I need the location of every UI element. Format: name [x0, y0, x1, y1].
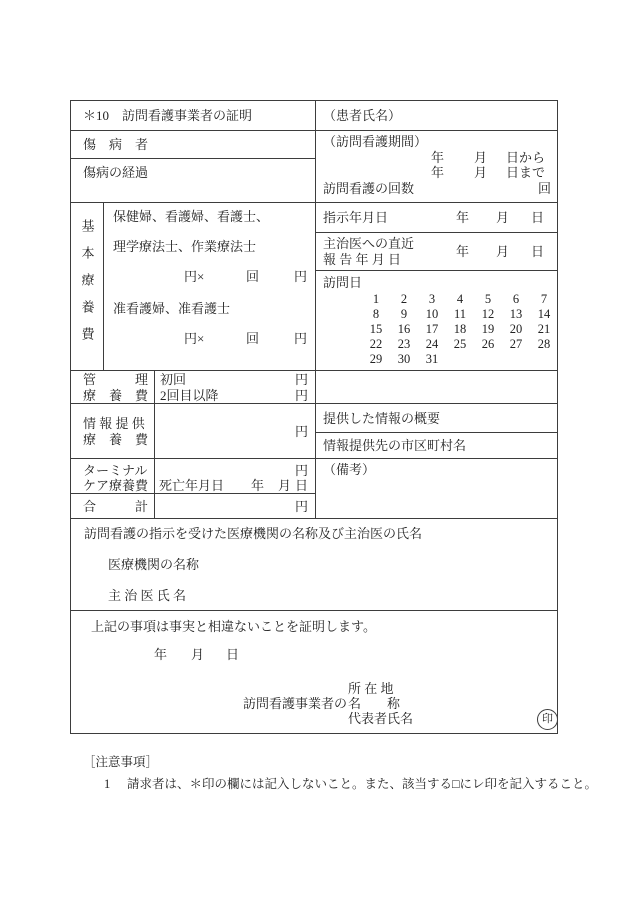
provider-name-label: 名 称 [348, 696, 401, 711]
injured-person-label: 傷 病 者 [83, 137, 149, 152]
fee1-times: 回 [246, 269, 260, 284]
info-fee-yen: 円 [294, 423, 308, 439]
calendar-day: 25 [453, 337, 467, 351]
calendar-day: 14 [537, 307, 551, 321]
death-day: 日 [294, 478, 308, 493]
calendar-day: 10 [425, 307, 439, 321]
patient-name-label: （患者氏名） [323, 108, 402, 123]
provider-address-label: 所 在 地 [348, 681, 394, 696]
period-from-day: 日から [506, 150, 546, 165]
management-first-yen: 円 [294, 372, 308, 387]
visit-days-cell [316, 271, 558, 371]
staff-line-1: 保健婦、看護婦、看護士、 [113, 209, 270, 224]
death-date-label: 死亡年月日 [159, 478, 225, 493]
management-first-label: 初回 [160, 372, 187, 387]
certification-cell [71, 611, 558, 734]
management-fee-content-cell [155, 371, 316, 404]
form-table [70, 100, 558, 734]
calendar-day: 5 [484, 292, 492, 306]
visit-count-label: 訪問看護の回数 [323, 181, 415, 196]
provider-representative-label: 代表者氏名 [348, 711, 414, 726]
calendar-day: 4 [456, 292, 464, 306]
fee2-unit: 円× [184, 331, 205, 346]
total-content-cell [155, 494, 316, 519]
calendar-day: 16 [397, 322, 411, 336]
order-date-cell [316, 203, 558, 233]
doctor-name-label: 主 治 医 氏 名 [108, 588, 187, 603]
calendar-day: 6 [512, 292, 520, 306]
calendar-day: 20 [509, 322, 523, 336]
calendar-day: 12 [481, 307, 495, 321]
calendar-day: 18 [453, 322, 467, 336]
report-label-1: 主治医への直近 [323, 236, 415, 251]
terminal-fee-content-cell [155, 459, 316, 494]
terminal-fee-label-2: ケア療養費 [83, 478, 149, 493]
calendar-day: 24 [425, 337, 439, 351]
certification-statement: 上記の事項は事実と相違ないことを証明します。 [91, 619, 376, 634]
calendar-day: 9 [400, 307, 408, 321]
notes-title: ［注意事項］ [83, 755, 159, 769]
note-item-number: 1 [104, 777, 111, 791]
patient-name-cell [316, 101, 558, 131]
staff-line-3: 准看護婦、准看護士 [113, 301, 231, 316]
fee2-yen: 円 [293, 331, 307, 346]
certify-title-cell [71, 101, 316, 131]
note-item-text: 請求者は、＊印の欄には記入しないこと。また、該当する□にレ印を記入すること。 [127, 777, 598, 791]
terminal-fee-label-cell [71, 459, 155, 494]
calendar-day: 22 [369, 337, 383, 351]
calendar-day: 21 [537, 322, 551, 336]
cert-year: 年 [154, 647, 168, 662]
calendar-day: 23 [397, 337, 411, 351]
total-label: 合 計 [83, 498, 149, 514]
total-label-cell [71, 494, 155, 519]
calendar-day: 7 [540, 292, 548, 306]
management-right-empty-cell [316, 371, 558, 404]
institution-name-label: 医療機関の名称 [108, 557, 200, 572]
fee2-times: 回 [246, 331, 260, 346]
info-summary-cell [316, 404, 558, 433]
period-from-month: 月 [474, 150, 488, 165]
institution-title: 訪問看護の指示を受けた医療機関の名称及び主治医の氏名 [84, 526, 423, 541]
calendar-day: 11 [453, 307, 467, 321]
institution-cell [71, 519, 558, 611]
order-month: 月 [496, 210, 510, 225]
period-to-month: 月 [474, 165, 488, 180]
calendar-day: 26 [481, 337, 495, 351]
calendar-day: 19 [481, 322, 495, 336]
calendar-day: 2 [400, 292, 408, 306]
management-after-yen: 円 [294, 388, 308, 403]
calendar-day: 1 [372, 292, 380, 306]
order-year: 年 [456, 210, 470, 225]
terminal-fee-label-1: ターミナル [83, 463, 148, 478]
calendar-day: 28 [537, 337, 551, 351]
info-fee-label-cell [71, 404, 155, 459]
death-month: 月 [278, 478, 292, 493]
injured-person-cell [71, 131, 316, 159]
order-day: 日 [531, 210, 545, 225]
basic-fee-content-cell [104, 203, 316, 371]
calendar-day: 8 [372, 307, 380, 321]
illness-progress-cell [71, 159, 316, 203]
nursing-period-label: （訪問看護期間） [323, 134, 428, 149]
report-label-2: 報 告 年 月 日 [323, 252, 402, 267]
provider-label: 訪問看護事業者の [243, 696, 348, 711]
info-fee-content-cell [155, 404, 316, 459]
terminal-fee-yen: 円 [294, 463, 308, 478]
management-after-label: 2回目以降 [160, 388, 219, 403]
calendar-day: 31 [425, 352, 439, 366]
staff-line-2: 理学療法士、作業療法士 [113, 239, 257, 254]
seal-mark: 印 [537, 709, 558, 730]
report-day: 日 [531, 244, 545, 259]
visit-days-calendar [362, 292, 558, 367]
info-fee-label-2: 療 養 費 [83, 432, 149, 447]
calendar-day: 30 [397, 352, 411, 366]
doctor-report-cell [316, 233, 558, 271]
order-date-label: 指示年月日 [323, 210, 389, 225]
death-year: 年 [251, 478, 265, 493]
total-yen: 円 [294, 498, 308, 514]
management-fee-label-1: 管 理 [83, 372, 149, 387]
fee1-yen: 円 [293, 269, 307, 284]
certify-title: ＊10 訪問看護事業者の証明 [83, 108, 253, 123]
report-year: 年 [456, 244, 470, 259]
remarks-label: （備考） [323, 462, 376, 477]
info-fee-label-1: 情 報 提 供 [83, 416, 145, 431]
period-to-year: 年 [431, 165, 445, 180]
period-from-year: 年 [431, 150, 445, 165]
report-month: 月 [496, 244, 510, 259]
management-fee-label-cell [71, 371, 155, 404]
remarks-cell [316, 459, 558, 519]
basic-fee-vertical-label: 基本療養費 [79, 219, 95, 354]
calendar-day: 13 [509, 307, 523, 321]
calendar-day: 29 [369, 352, 383, 366]
illness-progress-label: 傷病の経過 [83, 165, 149, 180]
calendar-day: 17 [425, 322, 439, 336]
municipality-label: 情報提供先の市区町村名 [323, 438, 467, 453]
nursing-period-cell [316, 131, 558, 203]
period-to-day: 日まで [506, 165, 546, 180]
calendar-day: 3 [428, 292, 436, 306]
visit-days-label: 訪問日 [323, 275, 363, 290]
management-fee-label-2: 療 養 費 [83, 388, 149, 403]
info-summary-label: 提供した情報の概要 [323, 410, 441, 426]
visit-count-unit: 回 [537, 181, 551, 196]
basic-fee-label-cell [71, 203, 104, 371]
fee1-unit: 円× [184, 269, 205, 284]
cert-month: 月 [191, 647, 205, 662]
municipality-cell [316, 433, 558, 459]
calendar-day: 27 [509, 337, 523, 351]
calendar-day: 15 [369, 322, 383, 336]
cert-day: 日 [226, 647, 240, 662]
